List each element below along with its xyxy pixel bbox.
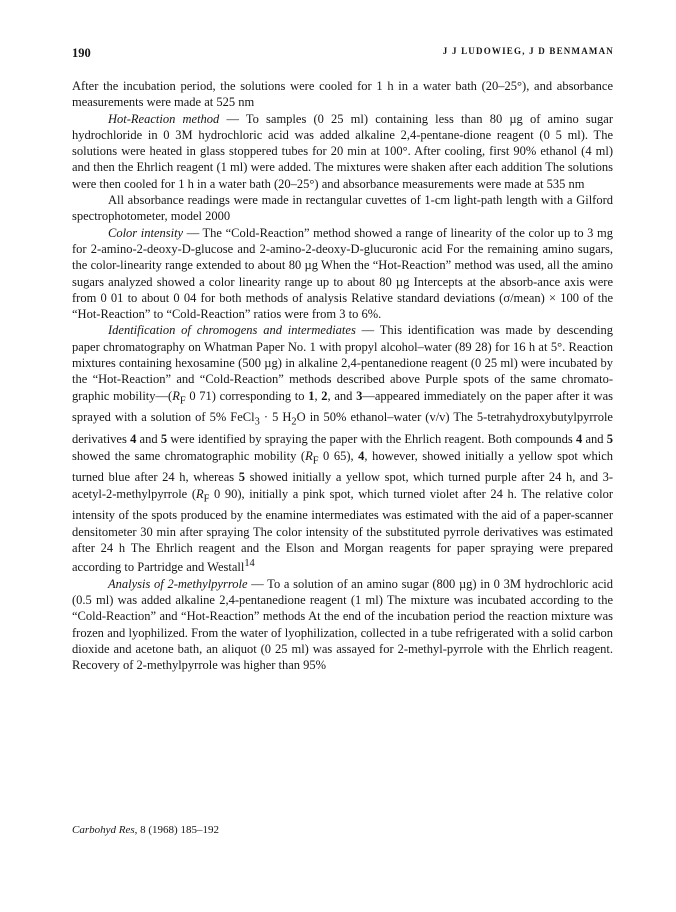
- text-run: F: [312, 455, 319, 467]
- text-run: 4: [130, 432, 137, 447]
- text-run: were identified by spraying the paper with the Ehrlich reagent. Both compounds: [167, 432, 576, 447]
- text-run: 5: [606, 432, 613, 447]
- text-run: 1: [308, 388, 315, 403]
- running-header: [72, 46, 614, 62]
- text-run: 0 65),: [318, 448, 359, 463]
- running-head-authors: J J LUDOWIEG, J D BENMAMAN: [442, 46, 614, 56]
- text-run: and: [582, 432, 607, 447]
- text-run: 3: [356, 388, 363, 403]
- text-run: F: [179, 395, 186, 407]
- text-run: 5: [238, 470, 245, 485]
- text-run: 3: [254, 416, 260, 428]
- text-run: R: [172, 388, 180, 403]
- text-run: O in 50% ethanol–water (v/v) The 5-tetrahydroxybutylpyrrole derivatives: [72, 410, 613, 447]
- section-heading: Analysis of 2-methylpyrrole: [108, 576, 248, 591]
- text-run: F: [203, 493, 210, 505]
- journal-footer: [72, 824, 219, 836]
- text-run: showed initially a yellow spot, which turned purple after 24 h, and 3-acetyl-2-methylpyrrole (: [72, 470, 613, 501]
- paragraph: [72, 111, 613, 192]
- text-run: 0 90), initially a pink spot, which turned violet after 24 h. The relative color intensity of the spots produced by the enamine intermediates was estimated with the aid of a paper-scanner densitometer 30 min after spraying The color intensity of the substituted pyrrole derivatives was estimated after 24 h The Ehrlich reagent and the Elson and Morgan reagents for paper spraying were prepared according to Partridge and Westall: [72, 486, 613, 575]
- text-run: — To samples (0 25 ml) containing less than 80 µg of amino sugar hydrochloride in 0 3M hydrochloric acid was added alkaline 2,4-pentane-dione reagent (0 5 ml). The solutions were heated in glass stoppered tubes for 20 min at 100°. After cooling, first 90% ethanol (4 ml) and then the Ehrlich reagent (1 ml) were added. The mixtures were shaken after each addition The solutions were then cooled for 1 h in a water bath (20–25°) and absorbance measurements were made at 535 nm: [72, 111, 613, 191]
- paragraph: [72, 192, 613, 225]
- text-run: After the incubation period, the solutions were cooled for 1 h in a water bath (20–25°), and absorbance measurements were made at 525 nm: [72, 79, 613, 110]
- text-run: 0 71) corresponding to: [185, 388, 309, 403]
- text-run: 4: [575, 432, 583, 447]
- text-run: All absorbance readings were made in rectangular cuvettes of 1-cm light-path length with a Gilford spectrophotometer, model 2000: [72, 193, 613, 224]
- text-run: 2: [321, 388, 328, 403]
- text-run: , however, showed initially a yellow spot which turned blue after 24 h, whereas: [72, 448, 613, 485]
- text-run: R: [305, 448, 313, 463]
- journal-name: Carbohyd Res: [72, 824, 135, 836]
- text-run: ,: [314, 388, 322, 403]
- text-run: 4: [358, 448, 365, 463]
- section-heading: Hot-Reaction method: [108, 111, 220, 126]
- text-run: , and: [327, 388, 357, 403]
- text-run: — The “Cold-Reaction” method showed a range of linearity of the color up to 3 mg for 2-amino-2-deoxy-D-glucose and 2-amino-2-deoxy-D-glucuronic acid For the remaining amino sugars, the color-linearity range extended to about 80 µg When the “Hot-Reaction” method was used, all the amino sugars analyzed showed a color linearity range up to about 80 µg Intercepts at the absorb-ance axis were from 0 01 to about 0 04 for both methods of analysis Relative standard deviations (σ/mean) × 100 of the “Hot-Reaction” to “Cold-Reaction” ratios were from 3 to 6%.: [72, 225, 613, 322]
- text-run: 5: [160, 432, 168, 447]
- text-run: —appeared immediately on the paper after it was sprayed with a solution of 5% FeCl: [72, 388, 613, 425]
- paragraph: [72, 78, 613, 111]
- section-heading: Color intensity: [108, 225, 184, 240]
- paragraph: [72, 225, 613, 323]
- text-run: — This identification was made by descending paper chromatography on Whatman Paper No. 1 with propyl alcohol–water (89 28) for 16 h at 5°. Reaction mixtures containing hexosamine (500 µg) in alkaline 2,4-pentanedione reagent (0 25 ml) were incubated by the “Hot-Reaction” and “Cold-Reaction” methods described above Purple spots of the same chromato-graphic mobility—(: [72, 323, 613, 403]
- paragraph: [72, 576, 613, 674]
- text-run: · 5 H: [259, 410, 292, 425]
- text-run: and: [136, 432, 161, 447]
- text-run: showed the same chromatographic mobility (: [72, 448, 306, 463]
- page-number: 190: [72, 46, 91, 60]
- section-heading: Identification of chromogens and intermediates: [108, 323, 356, 338]
- paragraph: [72, 322, 613, 575]
- text-run: 2: [291, 416, 297, 428]
- text-run: R: [195, 486, 204, 501]
- article-body: [72, 78, 613, 674]
- text-run: 14: [244, 558, 255, 570]
- text-run: — To a solution of an amino sugar (800 µg) in 0 3M hydrochloric acid (0.5 ml) was added alkaline 2,4-pentanedione reagent (1 ml) The mixture was incubated according to the “Cold-Reaction” and “Hot-Reaction” methods At the end of the incubation period the reaction mixture was frozen and lyophilized. From the water of lyophilization, collected in a tube refrigerated with a solid carbon dioxide and acetone bath, an aliquot (0 25 ml) was assayed for 2-methyl-pyrrole with the Ehrlich reagent. Recovery of 2-methylpyrrole was higher than 95%: [72, 576, 614, 673]
- journal-citation: , 8 (1968) 185–192: [134, 824, 219, 836]
